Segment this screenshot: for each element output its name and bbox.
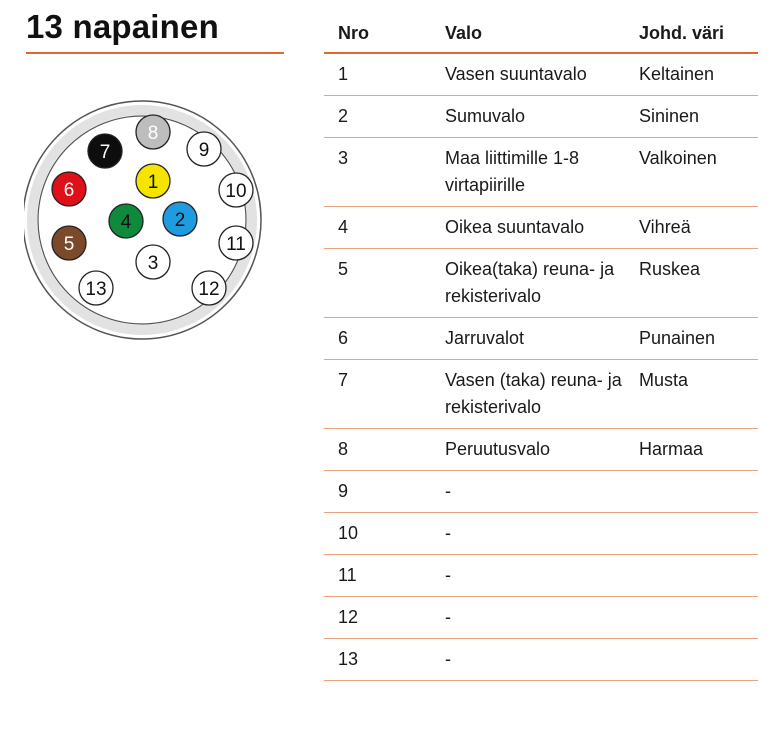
table-row [324, 249, 758, 318]
pin-3 [136, 245, 170, 279]
row-nro: 1 [338, 64, 349, 84]
pin-1 [136, 164, 170, 198]
pin-label: 12 [198, 279, 220, 300]
row-nro: 11 [338, 565, 357, 585]
table-row [324, 597, 758, 639]
table-row [324, 54, 758, 96]
pin-11 [219, 226, 253, 260]
table-row [324, 639, 758, 681]
row-valo: - [445, 649, 451, 669]
row-nro: 13 [338, 649, 359, 669]
table-row [324, 360, 758, 429]
pin-label: 10 [225, 181, 247, 202]
pin-label: 2 [174, 210, 186, 231]
row-color [639, 555, 758, 596]
header-color: Johd. väri [639, 22, 725, 43]
table-row [324, 429, 758, 471]
table-row [324, 207, 758, 249]
pin-9 [187, 132, 221, 166]
page-title: 13 napainen [26, 8, 219, 45]
row-color [639, 513, 758, 554]
row-nro: 5 [338, 259, 349, 279]
pin-2 [163, 202, 197, 236]
row-color: Ruskea [639, 259, 701, 279]
row-valo: Maa liittimille 1-8 virtapiirille [445, 148, 580, 195]
row-nro: 3 [338, 148, 349, 168]
pin-label: 9 [198, 140, 210, 161]
row-valo: - [445, 607, 451, 627]
row-valo: Peruutusvalo [445, 439, 551, 459]
pin-label: 7 [99, 142, 111, 163]
row-valo: Vasen (taka) reuna- ja rekisterivalo [445, 370, 622, 417]
header-valo: Valo [445, 22, 483, 43]
row-nro: 6 [338, 328, 349, 348]
pin-label: 4 [120, 212, 132, 233]
pin-10 [219, 173, 253, 207]
pin-label: 1 [147, 172, 159, 193]
row-color: Harmaa [639, 439, 704, 459]
table-row [324, 555, 758, 597]
pin-5 [52, 226, 86, 260]
row-nro: 9 [338, 481, 349, 501]
table-row [324, 471, 758, 513]
row-color: Keltainen [639, 64, 715, 84]
row-valo: Oikea(taka) reuna- ja rekisterivalo [445, 259, 615, 306]
pin-8 [136, 115, 170, 149]
pin-13 [79, 271, 113, 305]
row-valo: - [445, 481, 451, 501]
pin-7 [88, 134, 122, 168]
pin-label: 5 [63, 234, 75, 255]
row-color: Punainen [639, 328, 716, 348]
row-valo: Vasen suuntavalo [445, 64, 587, 84]
row-valo: Sumuvalo [445, 106, 526, 126]
row-valo: - [445, 565, 451, 585]
row-color: Sininen [639, 106, 700, 126]
title-underline [26, 52, 284, 54]
table-row [324, 513, 758, 555]
row-color: Musta [639, 370, 689, 390]
row-color [639, 471, 758, 512]
row-color: Valkoinen [639, 148, 717, 168]
row-nro: 10 [338, 523, 359, 543]
pin-label: 11 [226, 234, 246, 255]
pin-label: 6 [63, 180, 75, 201]
row-color [639, 639, 758, 680]
pin-table [324, 14, 758, 681]
row-color [639, 597, 758, 638]
row-nro: 8 [338, 439, 349, 459]
row-valo: Jarruvalot [445, 328, 525, 348]
row-valo: Oikea suuntavalo [445, 217, 585, 237]
table-row [324, 96, 758, 138]
row-color: Vihreä [639, 217, 691, 237]
row-nro: 7 [338, 370, 349, 390]
pin-label: 3 [147, 253, 159, 274]
header-nro: Nro [338, 22, 369, 43]
table-row [324, 318, 758, 360]
pin-6 [52, 172, 86, 206]
pin-12 [192, 271, 226, 305]
row-nro: 2 [338, 106, 349, 126]
table-row [324, 138, 758, 207]
pin-label: 8 [147, 123, 159, 144]
row-valo: - [445, 523, 451, 543]
connector-diagram [24, 92, 264, 352]
row-nro: 12 [338, 607, 359, 627]
pin-label: 13 [85, 279, 107, 300]
row-nro: 4 [338, 217, 349, 237]
table-header [324, 14, 758, 54]
pin-4 [109, 204, 143, 238]
